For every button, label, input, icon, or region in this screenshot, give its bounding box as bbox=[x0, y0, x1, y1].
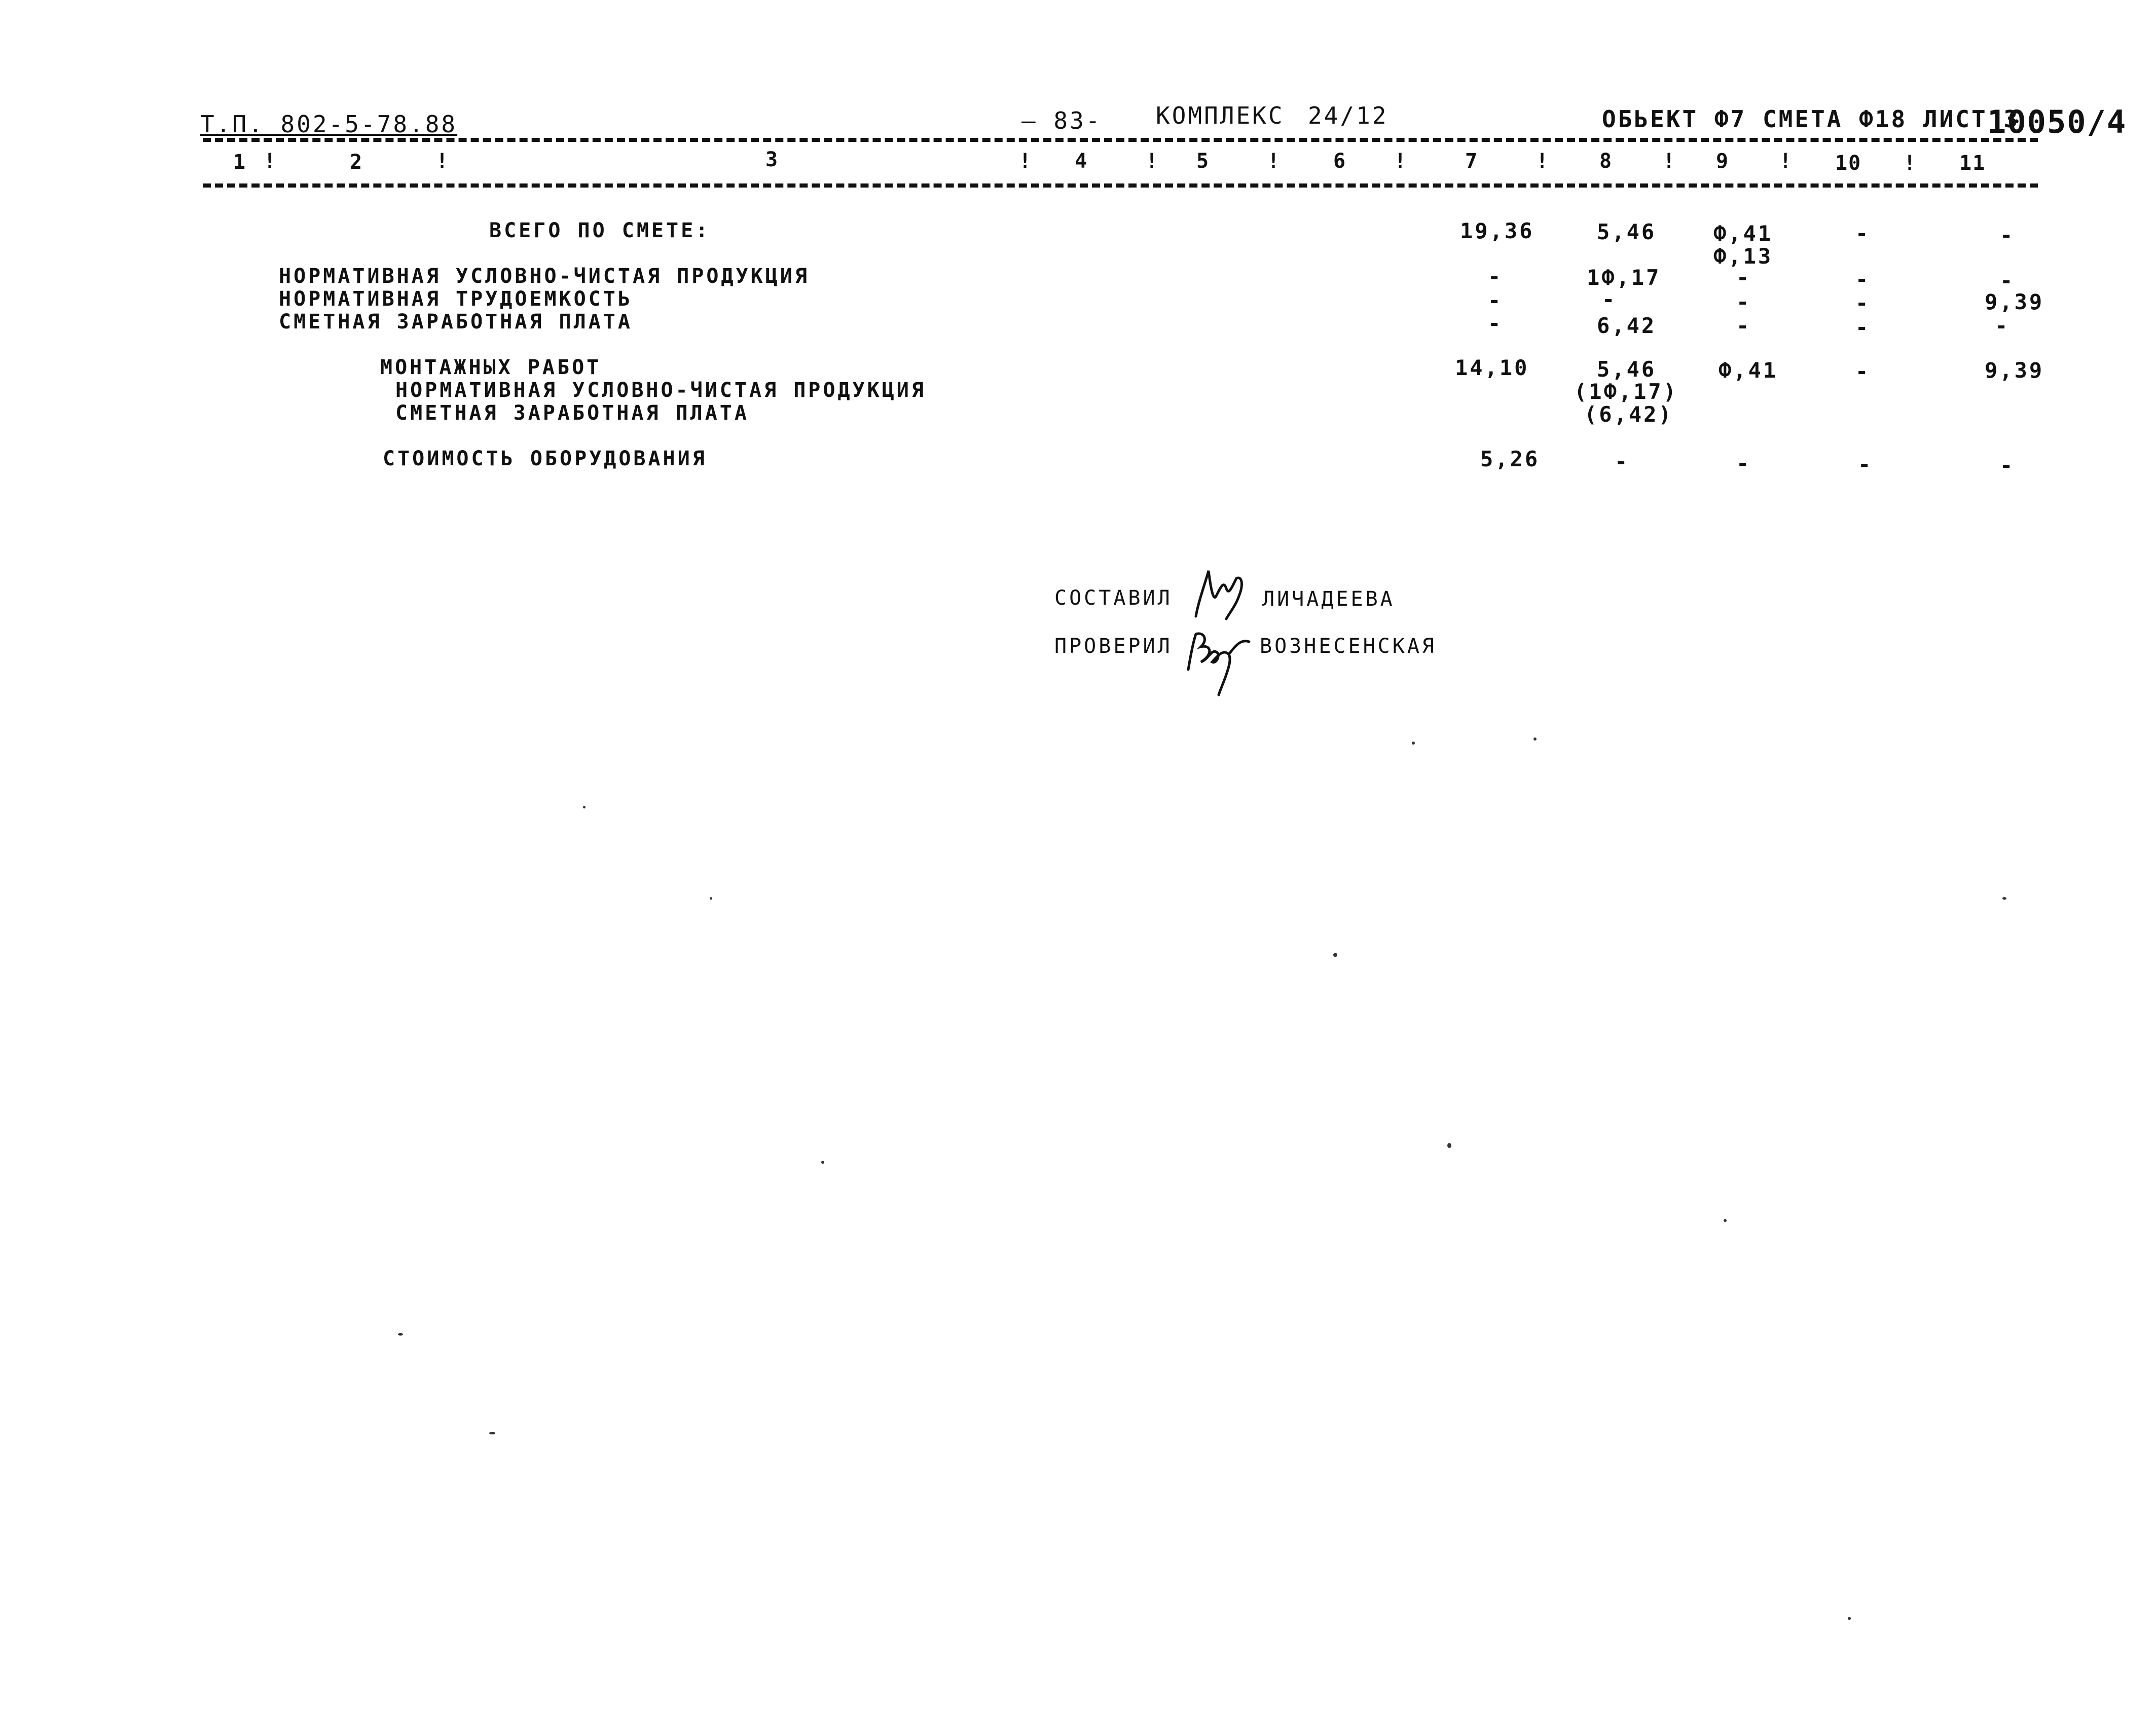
norm-labor-col8: - bbox=[1602, 287, 1617, 312]
estimated-salary-col11: - bbox=[1995, 313, 2010, 338]
scan-speck bbox=[1447, 1143, 1451, 1148]
norm-clean-product-col10: - bbox=[1855, 267, 1871, 291]
project-number: Т.П. 802-5-78.88 bbox=[200, 110, 458, 138]
estimated-salary-col8: 6,42 bbox=[1597, 313, 1657, 338]
column-separator: ! bbox=[1394, 150, 1408, 173]
column-number: 2 bbox=[350, 151, 363, 174]
norm-clean-product-col11: - bbox=[2000, 268, 2015, 293]
scan-speck bbox=[821, 1161, 824, 1164]
page-number: – 83- bbox=[1021, 107, 1102, 134]
column-separator: ! bbox=[1146, 150, 1159, 173]
scan-speck bbox=[1533, 737, 1537, 741]
montage-salary-label: СМЕТНАЯ ЗАРАБОТНАЯ ПЛАТА bbox=[395, 401, 749, 425]
column-number: 7 bbox=[1465, 150, 1479, 173]
column-number: 10 bbox=[1835, 152, 1862, 175]
column-separator: ! bbox=[436, 150, 450, 173]
object-sheet: ОБЬЕКТ Ф7 СМЕТА Ф18 ЛИСТ 3 bbox=[1602, 105, 2020, 133]
checked-signature bbox=[1171, 611, 1262, 701]
scan-speck bbox=[398, 1333, 403, 1336]
checked-by-name: ВОЗНЕСЕНСКАЯ bbox=[1260, 635, 1437, 658]
column-separator: ! bbox=[1904, 152, 1917, 175]
column-header-rule bbox=[203, 183, 2038, 188]
total-col9: Ф,41 bbox=[1713, 221, 1773, 246]
total-col11: - bbox=[2000, 223, 2015, 247]
complex-label: КОМПЛЕКС bbox=[1156, 102, 1285, 129]
norm-labor-col7: - bbox=[1488, 288, 1503, 313]
column-number: 11 bbox=[1959, 152, 1986, 175]
total-col10: - bbox=[1855, 221, 1871, 246]
scan-speck bbox=[1724, 1219, 1727, 1222]
compiled-by-name: ЛИЧАДЕЕВА bbox=[1262, 587, 1395, 611]
norm-labor-label: НОРМАТИВНАЯ ТРУДОЕМКОСТЬ bbox=[279, 287, 633, 311]
complex-value: 24/12 bbox=[1308, 102, 1388, 129]
norm-labor-col10: - bbox=[1855, 290, 1871, 315]
column-separator: ! bbox=[1267, 150, 1281, 173]
montage-works-col8: 5,46 bbox=[1597, 357, 1657, 382]
norm-clean-product-col8: 1Ф,17 bbox=[1587, 265, 1661, 290]
header-rule bbox=[203, 138, 2038, 142]
total-col9-extra: Ф,13 bbox=[1713, 244, 1773, 269]
norm-clean-product-col7: - bbox=[1488, 264, 1503, 289]
montage-works-col7: 14,10 bbox=[1455, 355, 1529, 380]
equipment-cost-col7: 5,26 bbox=[1480, 447, 1540, 471]
montage-salary-col8: (6,42) bbox=[1584, 402, 1673, 427]
checked-by-label: ПРОВЕРИЛ bbox=[1054, 635, 1173, 658]
estimated-salary-label: СМЕТНАЯ ЗАРАБОТНАЯ ПЛАТА bbox=[279, 310, 633, 334]
montage-works-label: МОНТАЖНЫХ РАБОТ bbox=[380, 356, 602, 379]
equipment-cost-col9: - bbox=[1736, 451, 1751, 475]
scan-speck bbox=[489, 1432, 495, 1434]
norm-clean-product-col9: - bbox=[1736, 265, 1751, 290]
column-number: 9 bbox=[1716, 150, 1730, 173]
document-number: 10050/4 bbox=[1987, 103, 2127, 140]
scan-speck bbox=[1412, 742, 1415, 745]
montage-works-col10: - bbox=[1855, 359, 1871, 384]
handwritten-signature-icon bbox=[1181, 619, 1262, 700]
column-number: 3 bbox=[765, 148, 779, 171]
equipment-cost-label: СТОИМОСТЬ ОБОРУДОВАНИЯ bbox=[383, 447, 707, 470]
column-separator: ! bbox=[1779, 150, 1793, 173]
equipment-cost-col10: - bbox=[1858, 452, 1873, 476]
scan-speck bbox=[583, 806, 586, 808]
total-label: ВСЕГО ПО СМЕТЕ: bbox=[489, 219, 711, 242]
column-separator: ! bbox=[1536, 150, 1550, 173]
compiled-by-label: СОСТАВИЛ bbox=[1054, 586, 1173, 610]
montage-works-col9: Ф,41 bbox=[1719, 358, 1778, 383]
estimated-salary-col10: - bbox=[1855, 315, 1871, 340]
estimated-salary-col9: - bbox=[1736, 313, 1751, 338]
scan-speck bbox=[2002, 897, 2006, 900]
column-separator: ! bbox=[264, 150, 277, 173]
scan-speck bbox=[1848, 1617, 1851, 1620]
scan-speck bbox=[710, 897, 712, 900]
norm-labor-col11: 9,39 bbox=[1985, 289, 2044, 314]
equipment-cost-col11: - bbox=[2000, 453, 2015, 477]
norm-clean-product-label: НОРМАТИВНАЯ УСЛОВНО-ЧИСТАЯ ПРОДУКЦИЯ bbox=[279, 265, 810, 288]
column-number: 8 bbox=[1599, 150, 1613, 173]
norm-labor-col9: - bbox=[1736, 289, 1751, 314]
column-number: 1 bbox=[233, 151, 247, 174]
equipment-cost-col8: - bbox=[1615, 449, 1630, 474]
montage-clean-product-label: НОРМАТИВНАЯ УСЛОВНО-ЧИСТАЯ ПРОДУКЦИЯ bbox=[395, 379, 926, 402]
column-number: 6 bbox=[1333, 150, 1347, 173]
column-number: 4 bbox=[1075, 150, 1088, 173]
montage-clean-product-col8: (1Ф,17) bbox=[1574, 379, 1678, 404]
column-separator: ! bbox=[1663, 150, 1676, 173]
column-separator: ! bbox=[1019, 150, 1033, 173]
total-col8: 5,46 bbox=[1597, 219, 1657, 244]
column-number: 5 bbox=[1196, 150, 1210, 173]
scan-speck bbox=[1333, 953, 1337, 957]
estimated-salary-col7: - bbox=[1488, 311, 1503, 336]
total-col7: 19,36 bbox=[1460, 218, 1534, 243]
montage-works-col11: 9,39 bbox=[1985, 358, 2044, 383]
